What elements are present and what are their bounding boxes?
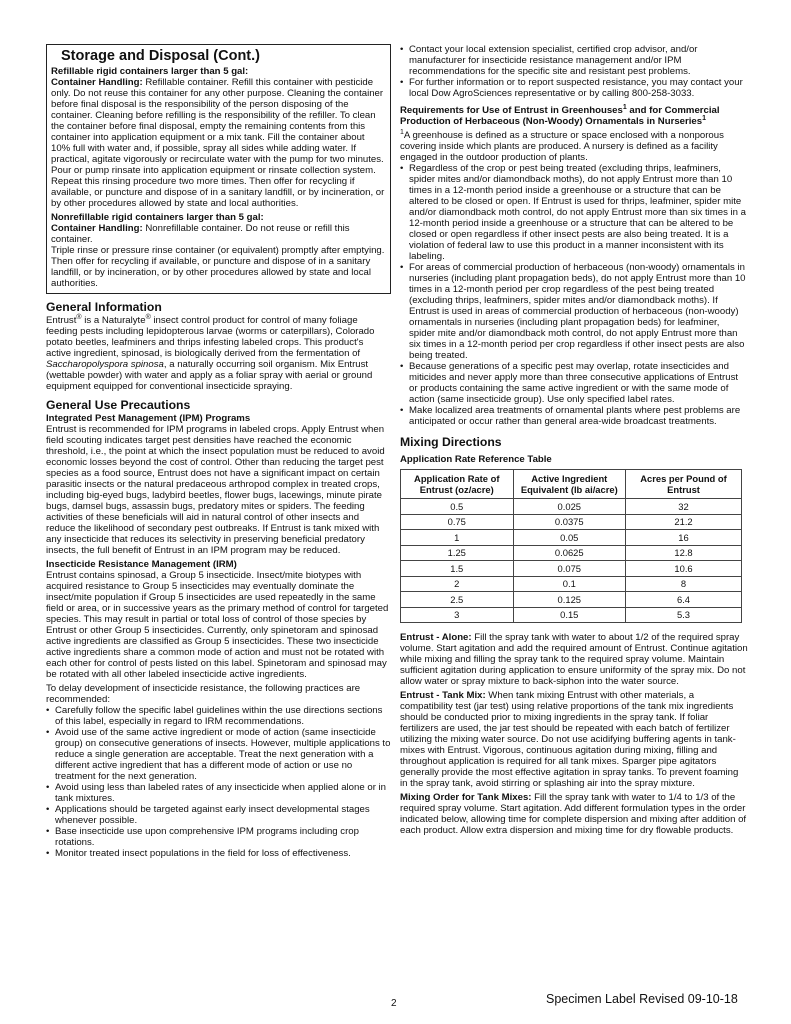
nonrefillable-heading: Nonrefillable rigid containers larger than 5 gal:: [51, 212, 264, 223]
general-info-t3: , a naturally occurring soil organism. Mix Entrust (wettable powder) with water and apply as a foliar spray with aerial or ground equipment equipped for conventional insecticide spraying.: [46, 359, 373, 392]
mixing-order-text: Fill the spray tank with water to 1/4 to 1/3 of the required spray volume. Start agitation. Add different formulation types in the order indicated below, allowing time for complete dispersion and mixing after addition of each product. Allow extra dispersion and mixing time for dry flowable products.: [400, 792, 747, 836]
use-precautions-title: General Use Precautions: [46, 398, 191, 412]
greenhouse-head1: Requirements for Use of Entrust in Greenhouses: [400, 105, 623, 116]
left-column: [46, 44, 391, 859]
nonrefillable-text1: Nonrefillable container. Do not reuse or refill this container.: [51, 223, 350, 245]
refillable-text: Refillable container. Refill this container with pesticide only. Do not reuse this container for any other purpose. Cleaning the container before final disposal is the responsibility of the person disposing of the container. Cleaning before refilling is the responsibility of the refiller. To clean the container before final disposal, empty the remaining contents from this container into application equipment or a mix tank. Fill the container about 10% full with water and, if possible, spray all sides while adding water. If practical, agitate vigorously or recirculate water with the pump for two minutes. Pour or pump rinsate into application equipment or rinsate collection system. Repeat this rinsing procedure two more times. Then offer for recycling if available, or puncture and dispose of in a sanitary landfill, or by incineration, or by other procedures allowed by state and local authorities.: [51, 77, 385, 209]
mixing-order-label: Mixing Order for Tank Mixes:: [400, 792, 532, 803]
right-column: [400, 44, 748, 836]
table-cell: 0.0375: [513, 514, 626, 530]
table-cell: 0.075: [513, 561, 626, 577]
species-name: Saccharopolyspora spinosa: [46, 359, 164, 370]
table-cell: 2.5: [401, 592, 514, 608]
table-cell: 0.05: [513, 530, 626, 546]
table-cell: 0.75: [401, 514, 514, 530]
table-cell: 1: [401, 530, 514, 546]
ipm-text: Entrust is recommended for IPM programs in labeled crops. Apply Entrust when field scouting indicates target pest densities have reached the economic threshold, i.e., the point at which the insect population must be reduced to avoid economic losses beyond the cost of control. Other than reducing the target pest species as a food source, Entrust does not have a significant impact on certain parasitic insects or the natural predaceous arthropod complex in treated crops, including big-eyed bugs, ladybird beetles, flower bugs, lacewings, minute pirate bugs, damsel bugs, assassin bugs, predatory mites or spiders. The feeding activities of these beneficials will aid in natural control of other insects and reduce the likelihood of secondary pest outbreaks. If Entrust is tank mixed with any insecticide that reduces its selectivity in preserving beneficial predatory insects, the full benefit of Entrust in an IPM program may be reduced.: [46, 424, 385, 556]
tank-mix-text: When tank mixing Entrust with other materials, a compatibility test (jar test) using relative proportions of the tank mix ingredients should be conducted prior to mixing ingredients in the spray tank. If foliar fertilizers are used, the jar test should be repeated with each batch of fertilizer utilizing the mixing water source. Do not use acidifying buffering agents in tank-mixes with Entrust. Vigorous, continuous agitation during mixing, filling and throughout application is required for all tank mixes. Sparger pipe agitators generally provide the most effective agitation in spray tanks. To prevent foaming in the spray tank, avoid stirring or splashing air into the spray mixture.: [400, 690, 739, 789]
brand-name: Entrust: [46, 315, 77, 326]
general-info-t1: is a Naturalyte: [81, 315, 146, 326]
table-cell: 16: [626, 530, 742, 546]
list-item: • Carefully follow the specific label guidelines within the use directions sections of this label, especially in regard to IRM recommendations.: [46, 705, 391, 727]
table-cell: 0.025: [513, 499, 626, 515]
list-item: • Because generations of a specific pest may overlap, rotate insecticides and miticides and never apply more than three consecutive applications of Entrust or products containing the same active ingredient or with the same mode of action (same insecticide group). Use only specified label rates.: [400, 361, 748, 405]
revision-label: Specimen Label Revised 09-10-18: [546, 992, 738, 1006]
mixing-order-paragraph: [400, 792, 748, 836]
entrust-alone-paragraph: [400, 632, 748, 687]
table-cell: 12.8: [626, 545, 742, 561]
table-cell: 1.5: [401, 561, 514, 577]
table-cell: 21.2: [626, 514, 742, 530]
irm-practices-list: [46, 705, 391, 859]
table-title: Application Rate Reference Table: [400, 454, 552, 465]
table-row: [401, 514, 742, 530]
ipm-heading: Integrated Pest Management (IPM) Programs: [46, 413, 251, 424]
greenhouse-footnote: [400, 130, 748, 163]
footnote-mark-2: 1: [702, 114, 706, 122]
delay-text: To delay development of insecticide resistance, the following practices are recommended:: [46, 683, 361, 705]
entrust-alone-text: Fill the spray tank with water to about 1/2 of the required spray volume. Start agitation and add the required amount of Entrust. Continue agitation while mixing and filling the spray tank to the required spray volume. Maintain sufficient agitation during application to ensure uniformity of the spray mix. Do not allow water or spray mixture to back-siphon into the water source.: [400, 632, 748, 687]
application-rate-table: [400, 469, 742, 623]
table-cell: 6.4: [626, 592, 742, 608]
tank-mix-label: Entrust - Tank Mix:: [400, 690, 486, 701]
refillable-heading: Refillable rigid containers larger than 5 gal:: [51, 66, 249, 77]
greenhouse-head2: and for Commercial Production of Herbaceous (Non-Woody) Ornamentals in Nurseries: [400, 105, 720, 127]
table-header: Acres per Pound of Entrust: [626, 470, 742, 499]
table-cell: 0.15: [513, 607, 626, 623]
list-item: • Monitor treated insect populations in the field for loss of effectiveness.: [46, 848, 391, 859]
table-cell: 0.5: [401, 499, 514, 515]
table-row: [401, 592, 742, 608]
list-item: • Avoid use of the same active ingredient or mode of action (same insecticide group) on consecutive generations of insects. However, multiple applications to reduce a single generation are acceptable. Treat the next generation with a different active ingredient that has a different mode of action or use no treatment for the next generation.: [46, 727, 391, 782]
general-info-text: [46, 315, 391, 392]
table-cell: 3: [401, 607, 514, 623]
footnote-mark-3: 1: [400, 128, 404, 136]
entrust-alone-label: Entrust - Alone:: [400, 632, 472, 643]
list-item: • Contact your local extension specialist, certified crop advisor, and/or manufacturer for insecticide resistance management and/or IPM recommendations for the specific site and resistant pest problems.: [400, 44, 748, 77]
nonrefillable-label: Container Handling:: [51, 223, 143, 234]
list-item: • Regardless of the crop or pest being treated (excluding thrips, leafminers, spider mites and/or diamondback moths), do not apply Entrust more than 10 times in a 12-month period inside a greenhouse or a structure that can be altered to be closed or open. If Entrust is used for thrips, leafminer, spider mite and/or diamondback moth control, do not apply Entrust more than six times in a 12-month period inside a greenhouse or a structure that can be altered to be closed or open regardless if other insect pests are also being treated. It is a violation of federal law to use this product in a manner inconsistent with its labeling.: [400, 163, 748, 262]
registered-mark: ®: [76, 313, 82, 321]
footnote-mark: 1: [622, 103, 627, 111]
mixing-title: Mixing Directions: [400, 435, 502, 449]
table-cell: 1.25: [401, 545, 514, 561]
irm-heading: Insecticide Resistance Management (IRM): [46, 559, 237, 570]
refillable-paragraph: [51, 77, 385, 209]
table-cell: 2: [401, 576, 514, 592]
table-cell: 32: [626, 499, 742, 515]
footnote-text: A greenhouse is defined as a structure or space enclosed with a nonporous covering inside which plants are produced. A nursery is defined as a facility engaged in the outdoor production of plants.: [400, 130, 724, 163]
page-number: 2: [391, 998, 397, 1009]
table-row: [401, 545, 742, 561]
tank-mix-paragraph: [400, 690, 748, 789]
greenhouse-heading: [400, 105, 748, 127]
nonrefillable-paragraph: [51, 223, 385, 245]
storage-title: Storage and Disposal (Cont.): [61, 48, 260, 64]
list-item: • Avoid using less than labeled rates of any insecticide when applied alone or in tank mixtures.: [46, 782, 391, 804]
storage-disposal-box: [46, 44, 391, 294]
refillable-label: Container Handling:: [51, 77, 143, 88]
table-cell: 0.0625: [513, 545, 626, 561]
resistance-contact-list: [400, 44, 748, 99]
table-cell: 8: [626, 576, 742, 592]
table-header: Application Rate of Entrust (oz/acre): [401, 470, 514, 499]
table-row: [401, 607, 742, 623]
general-info-t2: insect control product for control of many foliage feeding pests including lepidopterous larvae (worms or caterpillars), Colorado potato beetles, leafminers and thrips infesting labeled crops. This product's active ingredient, spinosad, is biologically derived from the fermentation of: [46, 315, 375, 359]
nonrefillable-text2: Triple rinse or pressure rinse container (or equivalent) promptly after emptying. Then offer for recycling if available, or puncture and dispose of in a sanitary landfill, or by incineration, or by other procedures allowed by state and local authorities.: [51, 245, 385, 289]
list-item: • Applications should be targeted against early insect developmental stages whenever possible.: [46, 804, 391, 826]
irm-text: Entrust contains spinosad, a Group 5 insecticide. Insect/mite biotypes with acquired resistance to Group 5 insecticides may eventually dominate the insect/mite population if Group 5 insecticides are used repeatedly in the same field or area, or in successive years as the primary method of control for targeted species. This may result in partial or total loss of control of those species by Entrust or other Group 5 insecticides. Currently, only spinetoram and spinosad active ingredients are classified as Group 5 insecticides. These two insecticide active ingredients share a common mode of action and must not be rotated with each other for control of pests listed on this label. Spinetoram and spinosad may be rotated with all other labeled insecticide active ingredients.: [46, 570, 389, 680]
registered-mark-2: ®: [145, 313, 151, 321]
list-item: • Make localized area treatments of ornamental plants where pest problems are anticipated or occur rather than general area-wide broadcast treatments.: [400, 405, 748, 427]
table-row: [401, 530, 742, 546]
list-item: • Base insecticide use upon comprehensive IPM programs including crop rotations.: [46, 826, 391, 848]
table-header: Active Ingredient Equivalent (lb ai/acre): [513, 470, 626, 499]
list-item: • For areas of commercial production of herbaceous (non-woody) ornamentals in nurseries (including plant propagation beds), do not apply Entrust more than 10 times in a 12-month period per crop regardless of the pest being treated (excluding thrips, leafminers, spider mites and/or diamondback moths). If Entrust is used in areas of commercial production of herbaceous (non-woody) ornamentals in nurseries (including plant propagation beds) for leafminer, spider mite and/or diamondback moth control, do not apply Entrust more than six times in a 12-month period per crop regardless if other insect pests are also being treated.: [400, 262, 748, 361]
table-cell: 5.3: [626, 607, 742, 623]
greenhouse-list: [400, 163, 748, 427]
general-info-title: General Information: [46, 300, 162, 314]
table-cell: 0.125: [513, 592, 626, 608]
table-row: [401, 576, 742, 592]
table-cell: 0.1: [513, 576, 626, 592]
table-row: [401, 499, 742, 515]
table-cell: 10.6: [626, 561, 742, 577]
list-item: • For further information or to report suspected resistance, you may contact your local Dow AgroSciences representative or by calling 800-258-3033.: [400, 77, 748, 99]
table-row: [401, 561, 742, 577]
